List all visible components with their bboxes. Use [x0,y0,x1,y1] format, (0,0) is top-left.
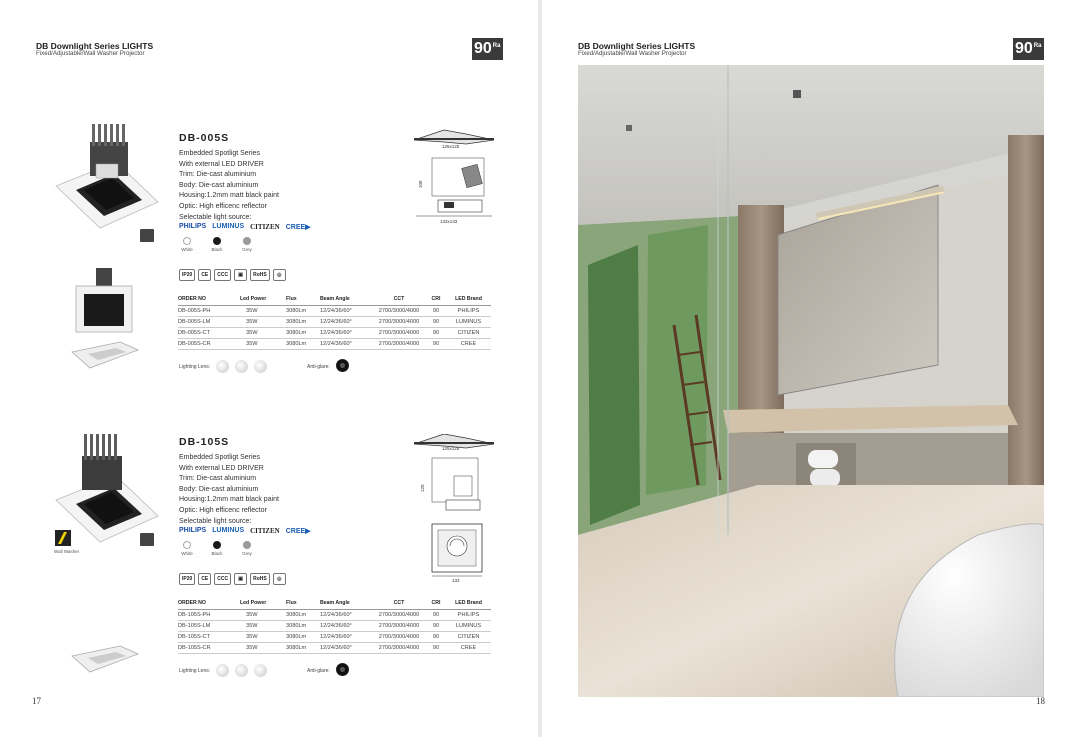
catalog-page-right [542,0,1080,737]
spec-line: Selectable light source: [179,213,252,221]
swatch-white: White [179,541,195,556]
ip20-icon: IP20 [179,269,195,281]
col-header: CRI [426,598,446,609]
model-name: DB-105S [179,436,230,448]
col-header: ORDER NO [178,598,240,609]
dim-side: 108 [418,180,423,188]
ra-value: 90 [474,40,492,57]
col-header: Beam Angle [320,294,372,305]
lens-icon [216,664,229,677]
order-table [178,598,491,654]
downlight-product-image [52,118,160,230]
downlight-product-image [52,428,160,544]
table-row: DB-005S-CR 35W 3080Lm 12/24/36/60° 2700/3000/4000 90 CREE [178,338,491,349]
ra-value: 90 [1015,40,1033,57]
spec-line: Housing:1.2mm matt black paint [179,496,279,504]
table-row: DB-105S-PH 35W 3080Lm 12/24/36/60° 2700/3000/4000 90 PHILIPS [178,609,491,620]
wall-washer-icon [55,530,71,546]
philips-logo: PHILIPS [179,527,207,534]
catalog-page-left [0,0,538,737]
anti-glare-label: Anti-glare: [307,668,330,674]
lens-icon [216,360,229,373]
spec-line: Selectable light source: [179,517,252,525]
recycle-icon: ◎ [273,269,286,281]
dim-bottom: 133x133 [440,219,458,224]
spec-list [179,453,279,527]
swatch-black: Black [209,541,225,556]
spec-line: Embedded Spotligt Series [179,454,260,461]
bathroom-interior-photo [578,65,1044,697]
citizen-logo: CITIZEN [250,527,280,535]
table-header-row [178,598,491,609]
col-header: Flux [286,598,320,609]
table-row: DB-005S-LM 35W 3080Lm 12/24/36/60° 2700/3000/4000 90 LUMINUS [178,316,491,327]
table-header-row [178,294,491,305]
anti-glare-icon [336,663,349,676]
page-number: 18 [1036,696,1045,706]
ip20-icon: IP20 [179,573,195,585]
lens-icon [235,360,248,373]
class-ii-icon: ▣ [234,573,247,585]
table-row: DB-005S-PH 35W 3080Lm 12/24/36/60° 2700/3000/4000 90 PHILIPS [178,305,491,316]
lighting-lens-row [179,360,267,373]
ra-label: Ra [1033,43,1042,49]
spec-list [179,149,279,223]
model-name: DB-005S [179,132,230,144]
page-header-title: DB Downlight Series LIGHTS [578,41,696,51]
philips-logo: PHILIPS [179,223,207,230]
cree-logo: CREE▶ [285,224,311,231]
table-row: DB-005S-CT 35W 3080Lm 12/24/36/60° 2700/3000/4000 90 CITIZEN [178,327,491,338]
dim-side: 120 [420,484,425,492]
brand-logos [179,527,311,535]
color-swatches [179,237,255,252]
spec-line: With external LED DRIVER [179,160,264,168]
spec-line: Embedded Spotligt Series [179,150,260,157]
ra-label: Ra [492,43,501,49]
luminus-logo: LUMINUS [212,223,245,230]
class-ii-icon: ▣ [234,269,247,281]
ce-icon: CE [198,573,211,585]
cree-logo: CREE▶ [285,528,311,535]
brand-logos [179,223,311,231]
page-header-subtitle: Fixed/Adjustable/Wall Washer Projector [36,50,145,57]
spec-line: Housing:1.2mm matt black paint [179,192,279,200]
front-view-image [72,266,136,338]
lighting-lens-row [179,664,267,677]
col-header: LED Brand [446,294,491,305]
swatch-white: White [179,237,195,252]
rohs-icon: RoHS [250,573,270,585]
swatch-grey: Grey [239,541,255,556]
col-header: LED Brand [446,598,491,609]
spec-line: Optic: High efficenc reflector [179,506,267,514]
table-row: DB-105S-CT 35W 3080Lm 12/24/36/60° 2700/3000/4000 90 CITIZEN [178,631,491,642]
lens-icon [254,360,267,373]
ccc-icon: CCC [214,573,231,585]
ra-badge [472,38,503,60]
trim-ring-image [70,340,140,374]
table-row: DB-105S-LM 35W 3080Lm 12/24/36/60° 2700/3000/4000 90 LUMINUS [178,620,491,631]
dim-bottom: 133 [452,578,460,583]
col-header: CRI [426,294,446,305]
ra-badge [1013,38,1044,60]
dimension-drawing [414,434,496,584]
spec-line: Body: Die-cast aluminium [179,485,259,493]
dim-top: 125x125 [442,144,460,149]
swatch-black: Black [209,237,225,252]
spec-line: Trim: Die-cast aluminium [179,171,257,179]
citizen-logo: CITIZEN [250,223,280,231]
col-header: CCT [372,294,426,305]
dim-top: 125x125 [442,446,460,451]
dimension-drawing [414,128,496,224]
spec-line: With external LED DRIVER [179,464,264,472]
spec-line: Body: Die-cast aluminium [179,181,259,189]
anti-glare-icon [336,359,349,372]
certification-icons [179,573,286,585]
beam-pattern-icon [140,229,154,242]
lighting-lens-label: Lighting Lens: [179,667,211,674]
col-header: Led Power [240,598,286,609]
page-number: 17 [32,696,41,706]
ccc-icon: CCC [214,269,231,281]
lens-icon [235,664,248,677]
spec-line: Optic: High efficenc reflector [179,202,267,210]
wall-washer-label: Wall Washer [54,549,80,554]
spec-line: Trim: Die-cast aluminium [179,475,257,483]
trim-ring-image [70,644,140,678]
col-header: Led Power [240,294,286,305]
col-header: ORDER NO [178,294,240,305]
swatch-grey: Grey [239,237,255,252]
page-header-subtitle: Fixed/Adjustable/Wall Washer Projector [578,50,687,57]
page-header-title: DB Downlight Series LIGHTS [36,41,154,51]
beam-pattern-icon [140,533,154,546]
ce-icon: CE [198,269,211,281]
order-table [178,294,491,350]
col-header: CCT [372,598,426,609]
color-swatches [179,541,255,556]
rohs-icon: RoHS [250,269,270,281]
col-header: Flux [286,294,320,305]
luminus-logo: LUMINUS [212,527,245,534]
lighting-lens-label: Lighting Lens: [179,363,211,370]
recycle-icon: ◎ [273,573,286,585]
col-header: Beam Angle [320,598,372,609]
certification-icons [179,269,286,281]
table-row: DB-105S-CR 35W 3080Lm 12/24/36/60° 2700/3000/4000 90 CREE [178,642,491,653]
lens-icon [254,664,267,677]
anti-glare-label: Anti-glare: [307,364,330,370]
